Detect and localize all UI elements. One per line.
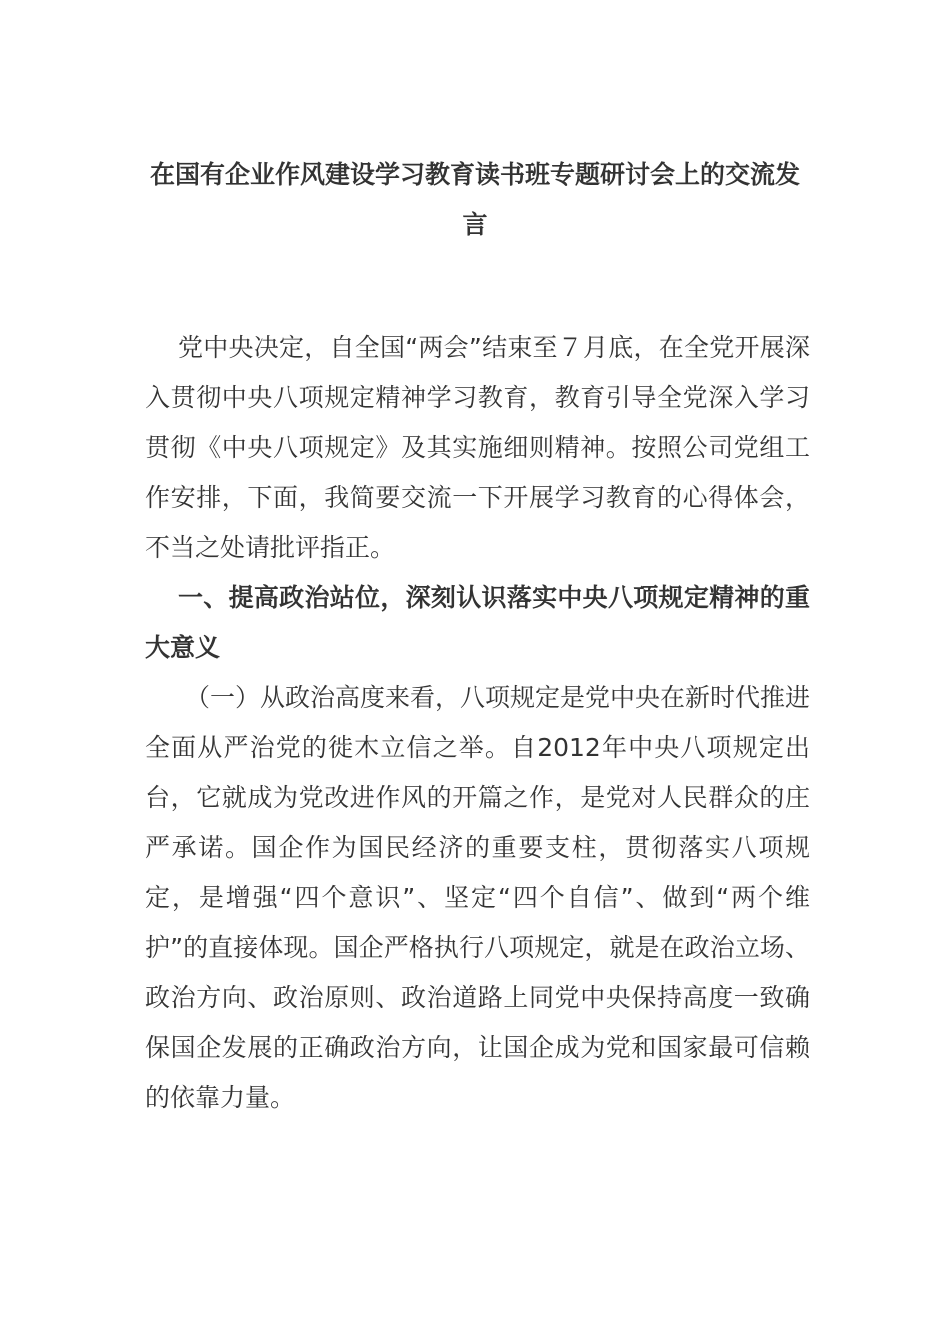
document-body: [145, 323, 810, 1123]
subsection-paragraph-1: （一）从政治高度来看，八项规定是党中央在新时代推进全面从严治党的徙木立信之举。自2012年中央八项规定出台，它就成为党改进作风的开篇之作，是党对人民群众的庄严承诺。国企作为国民经济的重要支柱，贯彻落实八项规定，是增强“四个意识”、坚定“四个自信”、做到“两个维护”的直接体现。国企严格执行八项规定，就是在政治立场、政治方向、政治原则、政治道路上同党中央保持高度一致确保国企发展的正确政治方向，让国企成为党和国家最可信赖的依靠力量。: [145, 683, 811, 1112]
document-title: 在国有企业作风建设学习教育读书班专题研讨会上的交流发言: [149, 160, 800, 239]
section-heading-1: 一、提高政治站位，深刻认识落实中央八项规定精神的重大意义: [145, 583, 810, 662]
intro-paragraph: 党中央决定，自全国“两会”结束至７月底，在全党开展深入贯彻中央八项规定精神学习教育，教育引导全党深入学习贯彻《中央八项规定》及其实施细则精神。按照公司党组工作安排，下面，我简要交流一下开展学习教育的心得体会，不当之处请批评指正。: [145, 333, 810, 562]
